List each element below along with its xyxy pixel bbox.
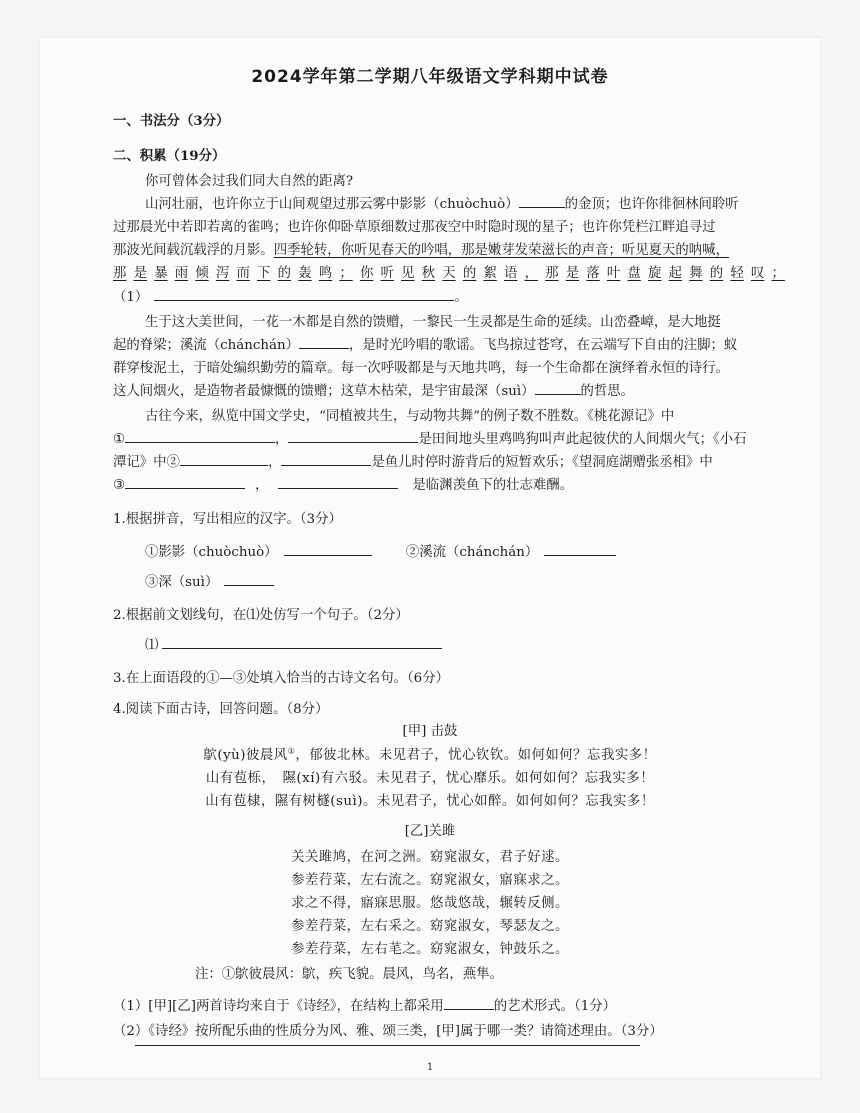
spread-char: 盘 xyxy=(627,266,641,281)
poem-jia-line-2: 山有苞栎， 隰(xí)有六驳。未见君子，忧心靡乐。如何如何？忘我实多！ xyxy=(205,771,655,786)
spread-char: ； xyxy=(339,266,353,281)
footnote: 注：①鴥彼晨风：鴥，疾飞貌。晨风，鸟名，燕隼。 xyxy=(195,967,503,982)
blank-line xyxy=(288,428,418,443)
spread-char: 下 xyxy=(257,266,271,281)
blank-line xyxy=(278,474,398,489)
question-text: 的艺术形式。（1分） xyxy=(493,999,617,1014)
question-4-1 xyxy=(113,995,616,1014)
footnote-marker: ① xyxy=(287,746,296,756)
spread-char: 秋 xyxy=(421,266,436,281)
spread-char: 起 xyxy=(668,266,682,281)
spread-char: 见 xyxy=(401,266,415,281)
passage-text: 潭记》中② xyxy=(113,455,180,470)
spread-char: 暴 xyxy=(154,266,168,281)
passage-p3-line2 xyxy=(113,428,746,447)
answer-blank[interactable] xyxy=(284,541,372,556)
passage-text: ，是时光吟唱的歌谣。飞鸟掠过苍穹，在云端写下自由的注脚；蚁 xyxy=(348,338,738,353)
spread-char: 天 xyxy=(442,266,456,281)
blank-marker-3: ③ xyxy=(113,478,126,493)
answer-line[interactable] xyxy=(135,1045,640,1046)
question-1c-row xyxy=(145,571,274,590)
passage-p1-line1 xyxy=(145,193,739,212)
comma: ， xyxy=(267,455,282,470)
question-4-2: （2）《诗经》按所配乐曲的性质分为风、雅、颂三类，[甲]属于哪一类？请简述理由。（3分） xyxy=(113,1024,663,1039)
passage-p2-line1: 生于这大美世间，一花一木都是自然的馈赠，一黎民一生灵都是生命的延续。山峦叠嶂，是大地挺 xyxy=(145,315,721,330)
passage-text: 起的脊梁；溪流（chánchán） xyxy=(113,338,299,353)
spread-char: 轻 xyxy=(730,266,744,281)
question-1c: ③深（suì） xyxy=(145,575,219,590)
underlined-sentence: 四季轮转，你听见春天的吟唱，那是嫩芽发荣滋长的声音；听见夏天的呐喊， xyxy=(273,243,729,258)
passage-p3-line3 xyxy=(113,451,713,470)
question-text: （1）[甲][乙]两首诗均来自于《诗经》，在结构上都采用 xyxy=(113,999,444,1014)
section-accumulation: 二、积累（19分） xyxy=(113,148,226,164)
passage-text: 是田间地头里鸡鸣狗叫声此起彼伏的人间烟火气；《小石 xyxy=(418,432,747,447)
question-1: 1.根据拼音，写出相应的汉字。（3分） xyxy=(113,512,342,527)
passage-p2-line4 xyxy=(113,380,634,399)
blank-label: （1） xyxy=(113,290,149,305)
passage-p3-line1: 古往今来，纵览中国文学史，“同植被共生，与动物共舞”的例子数不胜数。《桃花源记》中 xyxy=(145,409,675,424)
question-1-items xyxy=(145,541,616,560)
spread-char: 的 xyxy=(462,266,477,281)
blank-line xyxy=(535,380,581,395)
question-3: 3.在上面语段的①—③处填入恰当的古诗文名句。（6分） xyxy=(113,671,449,686)
passage-p2-line3: 群穿梭泥土，于暗处编织勤劳的篇章。每一次呼吸都是与天地共鸣，每一个生命都在演绎着永恒的诗行。 xyxy=(113,361,729,376)
blank-line xyxy=(281,451,371,466)
poem-yi-line: 参差荇菜，左右采之。窈窕淑女，琴瑟友之。 xyxy=(291,919,569,934)
spread-char: 鸣 xyxy=(318,266,333,281)
spread-char: 雨 xyxy=(174,266,189,281)
poem-yi-line: 求之不得，寤寐思服。悠哉悠哉，辗转反侧。 xyxy=(291,896,569,911)
poem-text: ，郁彼北林。未见君子，忧心钦钦。如何如何？忘我实多！ xyxy=(295,748,657,763)
poem-yi-line: 参差荇菜，左右芼之。窈窕淑女，钟鼓乐之。 xyxy=(291,942,569,957)
spread-char: 倾 xyxy=(195,266,209,281)
passage-p2-line2 xyxy=(113,334,737,353)
passage-p1-line2: 过那晨光中若即若离的雀鸣；也许你仰卧草原细数过那夜空中时隐时现的星子；也许你凭栏江畔追寻过 xyxy=(113,220,716,235)
passage-text: 这人间烟火，是造物者最慷慨的馈赠；这草木枯荣，是宇宙最深（suì） xyxy=(113,384,535,399)
section-calligraphy: 一、书法分（3分） xyxy=(113,113,230,129)
spread-char: 轰 xyxy=(298,266,312,281)
passage-text: 的金顶；也许你徘徊林间聆听 xyxy=(564,197,739,212)
spread-char: ， xyxy=(524,266,538,281)
spread-char: 是 xyxy=(133,266,147,281)
poem-jia-line-1 xyxy=(0,744,860,763)
spread-char: 听 xyxy=(380,266,394,281)
blank-line xyxy=(180,451,268,466)
blank-marker-1: ① xyxy=(113,432,126,447)
blank-line xyxy=(154,286,454,301)
blank-line xyxy=(125,428,275,443)
page-number: 1 xyxy=(426,1062,434,1073)
passage-text: 是鱼儿时停时游背后的短暂欢乐；《望洞庭湖赠张丞相》中 xyxy=(371,455,713,470)
passage-text: 山河壮丽，也许你立于山间观望过那云雾中影影（chuòchuò） xyxy=(145,197,519,212)
question-4: 4.阅读下面古诗，回答问题。（8分） xyxy=(113,702,329,717)
poem-jia-title: [甲] 击鼓 xyxy=(402,724,458,739)
answer-blank[interactable] xyxy=(224,571,274,586)
question-2: 2.根据前文划线句，在⑴处仿写一个句子。（2分） xyxy=(113,608,409,623)
passage-p1-line3 xyxy=(113,239,729,258)
underlined-sentence-spread xyxy=(113,262,785,281)
spread-char: 旋 xyxy=(648,266,662,281)
spread-char: 语 xyxy=(503,266,518,281)
comma: ， xyxy=(255,478,269,493)
spread-char: 落 xyxy=(586,266,600,281)
answer-blank[interactable] xyxy=(544,541,616,556)
poem-yi-line: 参差荇菜，左右流之。窈窕淑女，寤寐求之。 xyxy=(291,873,569,888)
spread-char: 那 xyxy=(113,266,127,281)
spread-char: 那 xyxy=(545,266,559,281)
passage-text: 那波光间载沉载浮的月影。 xyxy=(113,243,274,258)
answer-blank[interactable] xyxy=(162,634,442,649)
blank-label: ⑴ xyxy=(145,638,159,653)
spread-char: 舞 xyxy=(689,266,703,281)
spread-char: 叶 xyxy=(606,266,621,281)
comma: ， xyxy=(275,432,289,447)
passage-p1-line5: （1） 。 xyxy=(113,286,468,305)
passage-text: 是临渊羡鱼下的壮志难酬。 xyxy=(412,478,574,493)
poem-yi-title: [乙]关雎 xyxy=(404,824,456,839)
question-1b: ②溪流（chánchán） xyxy=(405,545,539,560)
spread-char: 是 xyxy=(565,266,580,281)
poem-jia-line-3: 山有苞棣，隰有树檖(suì)。未见君子，忧心如醉。如何如何？忘我实多！ xyxy=(205,794,655,809)
spread-char: ； xyxy=(771,266,785,281)
spread-char: 叹 xyxy=(750,266,765,281)
poem-yi-line: 关关雎鸠，在河之洲。窈窕淑女，君子好逑。 xyxy=(291,850,569,865)
spread-char: 的 xyxy=(277,266,292,281)
passage-text: 的哲思。 xyxy=(580,384,635,399)
blank-line xyxy=(125,474,245,489)
blank-line xyxy=(519,193,565,208)
spread-char: 的 xyxy=(709,266,724,281)
spread-char: 絮 xyxy=(483,266,497,281)
question-1a: ①影影（chuòchuò） xyxy=(145,545,278,560)
passage-intro: 你可曾体会过我们同大自然的距离? xyxy=(145,174,354,189)
spread-char: 你 xyxy=(359,266,374,281)
page-title: 2024学年第二学期八年级语文学科期中试卷 xyxy=(251,67,609,87)
answer-blank[interactable] xyxy=(444,995,494,1010)
spread-char: 泻 xyxy=(215,266,230,281)
question-2-answer xyxy=(145,634,442,653)
blank-line xyxy=(299,334,349,349)
spread-char: 而 xyxy=(236,266,250,281)
poem-text: 鴥(yù)彼晨风 xyxy=(203,748,288,763)
passage-p3-line4 xyxy=(113,474,573,493)
